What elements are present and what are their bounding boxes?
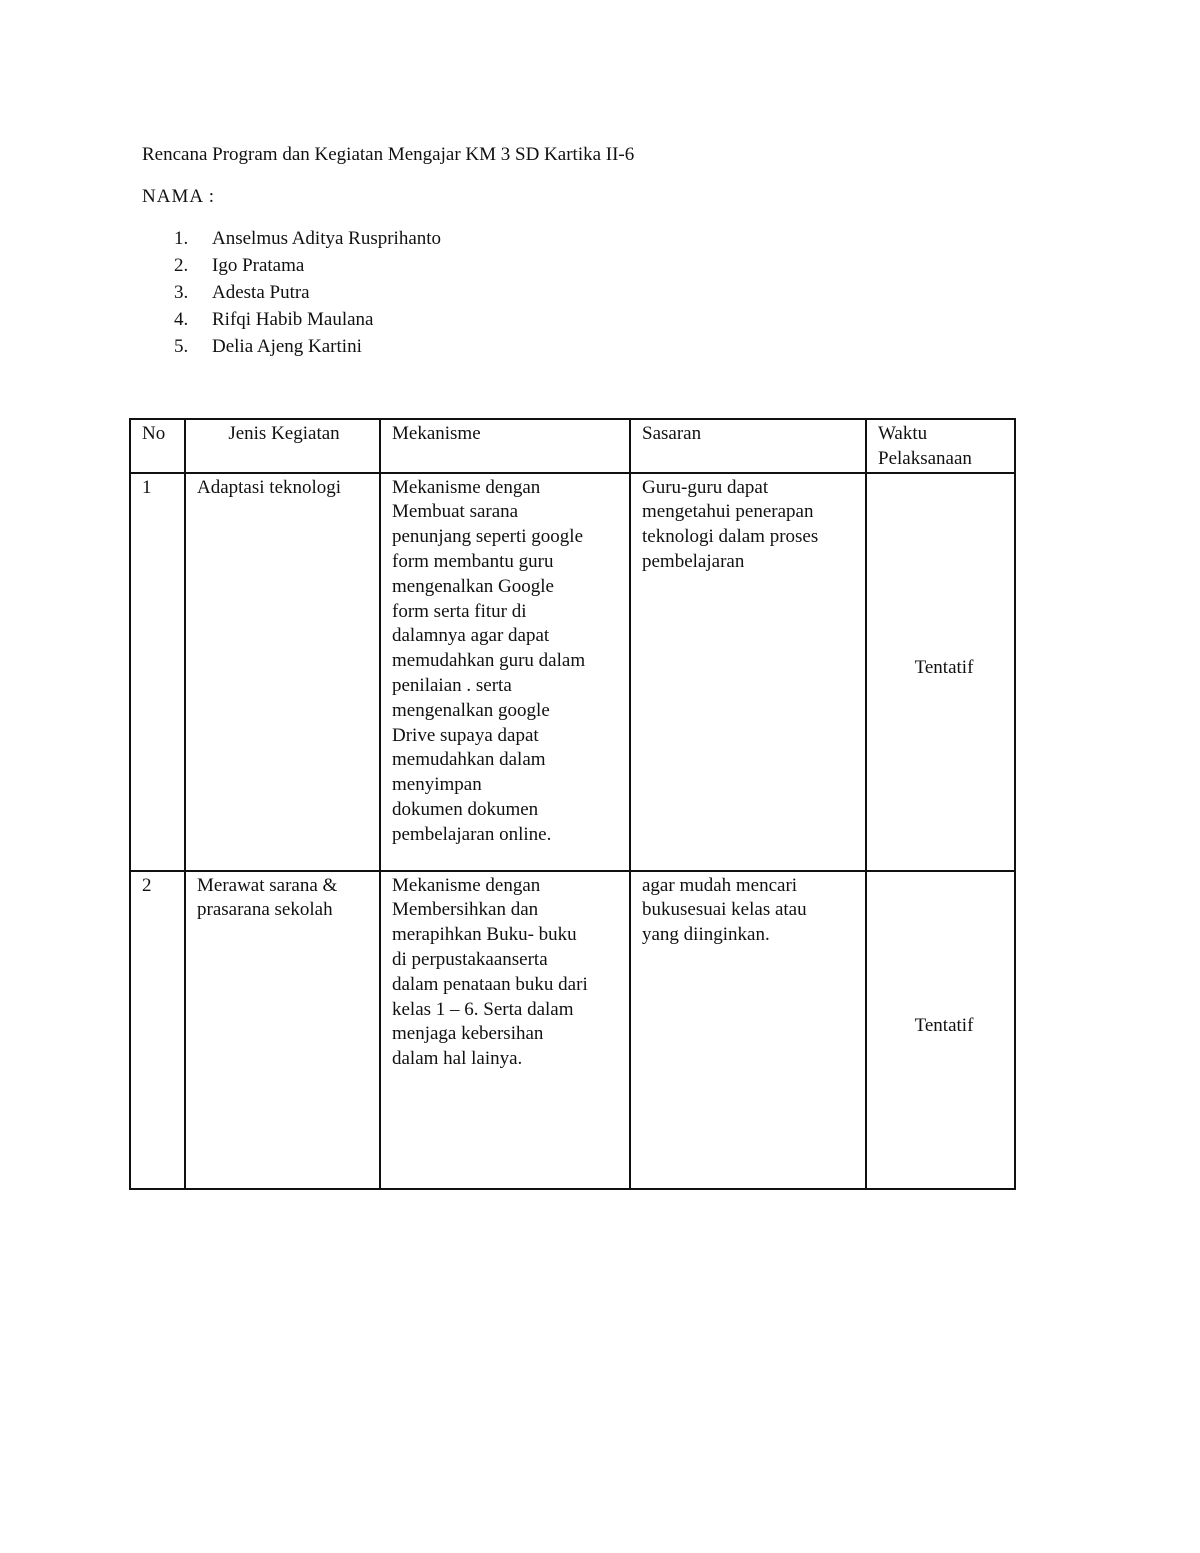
document-title: Rencana Program dan Kegiatan Mengajar KM 3 SD Kartika II-6 (142, 144, 635, 165)
cell-sasaran: agar mudah mencari bukusesuai kelas atau yang diinginkan. (630, 871, 866, 1189)
header-mekanisme: Mekanisme (380, 419, 630, 473)
list-item (142, 254, 441, 281)
header-jenis-kegiatan: Jenis Kegiatan (185, 419, 380, 473)
table-header-row (130, 419, 1015, 473)
table-row (130, 871, 1015, 1189)
header-waktu-pelaksanaan: Waktu Pelaksanaan (866, 419, 1015, 473)
waktu-value: Tentatif (914, 657, 974, 679)
list-number: 5. (174, 336, 189, 357)
list-number: 1. (174, 228, 189, 249)
program-table (129, 418, 1016, 1190)
member-name: Adesta Putra (212, 282, 310, 303)
member-name: Delia Ajeng Kartini (212, 336, 362, 357)
waktu-value: Tentatif (914, 1015, 974, 1037)
list-number: 4. (174, 309, 189, 330)
list-item (142, 227, 441, 254)
cell-mekanisme: Mekanisme dengan Membersihkan dan merapihkan Buku- buku di perpustakaanserta dalam penataan buku dari kelas 1 – 6. Serta dalam menjaga kebersihan dalam hal lainya. (380, 871, 630, 1189)
header-no: No (130, 419, 185, 473)
cell-waktu (866, 473, 1015, 871)
member-name: Rifqi Habib Maulana (212, 309, 374, 330)
header-sasaran: Sasaran (630, 419, 866, 473)
member-name: Igo Pratama (212, 255, 305, 276)
member-name: Anselmus Aditya Rusprihanto (212, 228, 442, 249)
cell-jenis-kegiatan: Adaptasi teknologi (185, 473, 380, 871)
cell-mekanisme: Mekanisme dengan Membuat sarana penunjang seperti google form membantu guru mengenalkan Google form serta fitur di dalamnya agar dapat memudahkan guru dalam penilaian . serta mengenalkan google Drive supaya dapat memudahkan dalam menyimpan dokumen dokumen pembelajaran online. (380, 473, 630, 871)
cell-no: 2 (130, 871, 185, 1189)
nama-label: NAMA : (142, 186, 216, 207)
member-list (142, 227, 441, 362)
cell-jenis-kegiatan: Merawat sarana & prasarana sekolah (185, 871, 380, 1189)
list-item (142, 308, 441, 335)
cell-no: 1 (130, 473, 185, 871)
list-number: 3. (174, 282, 189, 303)
list-item (142, 335, 441, 362)
list-number: 2. (174, 255, 189, 276)
cell-sasaran: Guru-guru dapat mengetahui penerapan teknologi dalam proses pembelajaran (630, 473, 866, 871)
table-row (130, 473, 1015, 871)
list-item (142, 281, 441, 308)
cell-waktu (866, 871, 1015, 1189)
